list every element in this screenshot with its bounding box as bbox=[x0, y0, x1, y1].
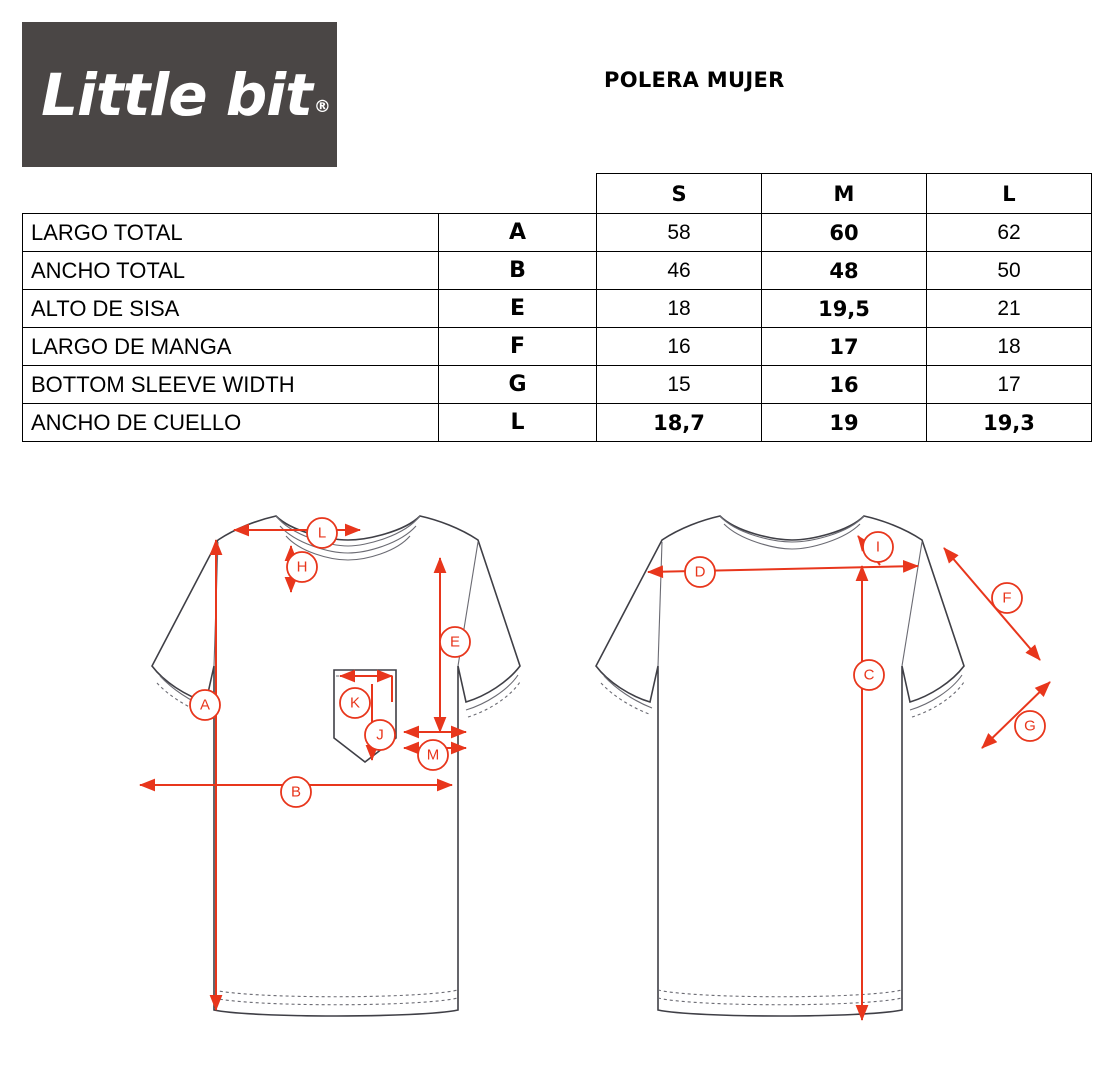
dim-label-L: L bbox=[317, 524, 327, 542]
value-m: 60 bbox=[762, 214, 927, 252]
header-size-s: S bbox=[597, 174, 762, 214]
dim-label-K: K bbox=[349, 694, 361, 712]
value-l: 17 bbox=[927, 366, 1092, 404]
measure-code: A bbox=[439, 214, 597, 252]
measure-code: L bbox=[439, 404, 597, 442]
value-m: 16 bbox=[762, 366, 927, 404]
back-view-shirt bbox=[596, 516, 964, 1016]
table-row bbox=[23, 328, 1092, 366]
header-blank-code bbox=[439, 174, 597, 214]
value-l: 19,3 bbox=[927, 404, 1092, 442]
measure-code: E bbox=[439, 290, 597, 328]
dim-label-C: C bbox=[863, 666, 875, 684]
table-header-row bbox=[23, 174, 1092, 214]
measure-name: ANCHO DE CUELLO bbox=[23, 404, 439, 442]
table-row bbox=[23, 252, 1092, 290]
table-row bbox=[23, 214, 1092, 252]
page-title: POLERA MUJER bbox=[604, 68, 785, 92]
brand-logo-wordmark: Little bit bbox=[41, 60, 312, 129]
size-chart-table bbox=[22, 173, 1092, 442]
table-row bbox=[23, 290, 1092, 328]
value-m: 48 bbox=[762, 252, 927, 290]
dim-label-D: D bbox=[694, 563, 706, 581]
dim-label-A: A bbox=[199, 696, 211, 714]
value-s: 18,7 bbox=[597, 404, 762, 442]
value-m: 19,5 bbox=[762, 290, 927, 328]
measure-name: LARGO TOTAL bbox=[23, 214, 439, 252]
value-s: 46 bbox=[597, 252, 762, 290]
value-m: 17 bbox=[762, 328, 927, 366]
dim-label-E: E bbox=[449, 633, 461, 651]
dim-label-I: I bbox=[875, 538, 881, 556]
table-row bbox=[23, 404, 1092, 442]
dim-label-J: J bbox=[376, 726, 384, 744]
value-s: 18 bbox=[597, 290, 762, 328]
registered-trademark-icon: ® bbox=[313, 96, 330, 117]
header-size-l: L bbox=[927, 174, 1092, 214]
value-s: 15 bbox=[597, 366, 762, 404]
measure-code: B bbox=[439, 252, 597, 290]
brand-logo bbox=[22, 22, 337, 167]
dim-label-H: H bbox=[296, 558, 308, 576]
brand-logo-text bbox=[22, 22, 337, 167]
measure-code: F bbox=[439, 328, 597, 366]
measure-name: LARGO DE MANGA bbox=[23, 328, 439, 366]
measure-name: BOTTOM SLEEVE WIDTH bbox=[23, 366, 439, 404]
value-l: 18 bbox=[927, 328, 1092, 366]
dim-label-B: B bbox=[290, 783, 302, 801]
dim-label-G: G bbox=[1024, 717, 1036, 735]
dim-label-M: M bbox=[426, 746, 440, 764]
measurement-diagram bbox=[0, 470, 1114, 1090]
value-s: 58 bbox=[597, 214, 762, 252]
measure-name: ANCHO TOTAL bbox=[23, 252, 439, 290]
value-s: 16 bbox=[597, 328, 762, 366]
measure-code: G bbox=[439, 366, 597, 404]
front-view-shirt bbox=[152, 516, 520, 1016]
value-l: 62 bbox=[927, 214, 1092, 252]
dim-label-F: F bbox=[1002, 589, 1012, 607]
header-size-m: M bbox=[762, 174, 927, 214]
table-row bbox=[23, 366, 1092, 404]
value-m: 19 bbox=[762, 404, 927, 442]
value-l: 50 bbox=[927, 252, 1092, 290]
value-l: 21 bbox=[927, 290, 1092, 328]
header-blank-name bbox=[23, 174, 439, 214]
measure-name: ALTO DE SISA bbox=[23, 290, 439, 328]
